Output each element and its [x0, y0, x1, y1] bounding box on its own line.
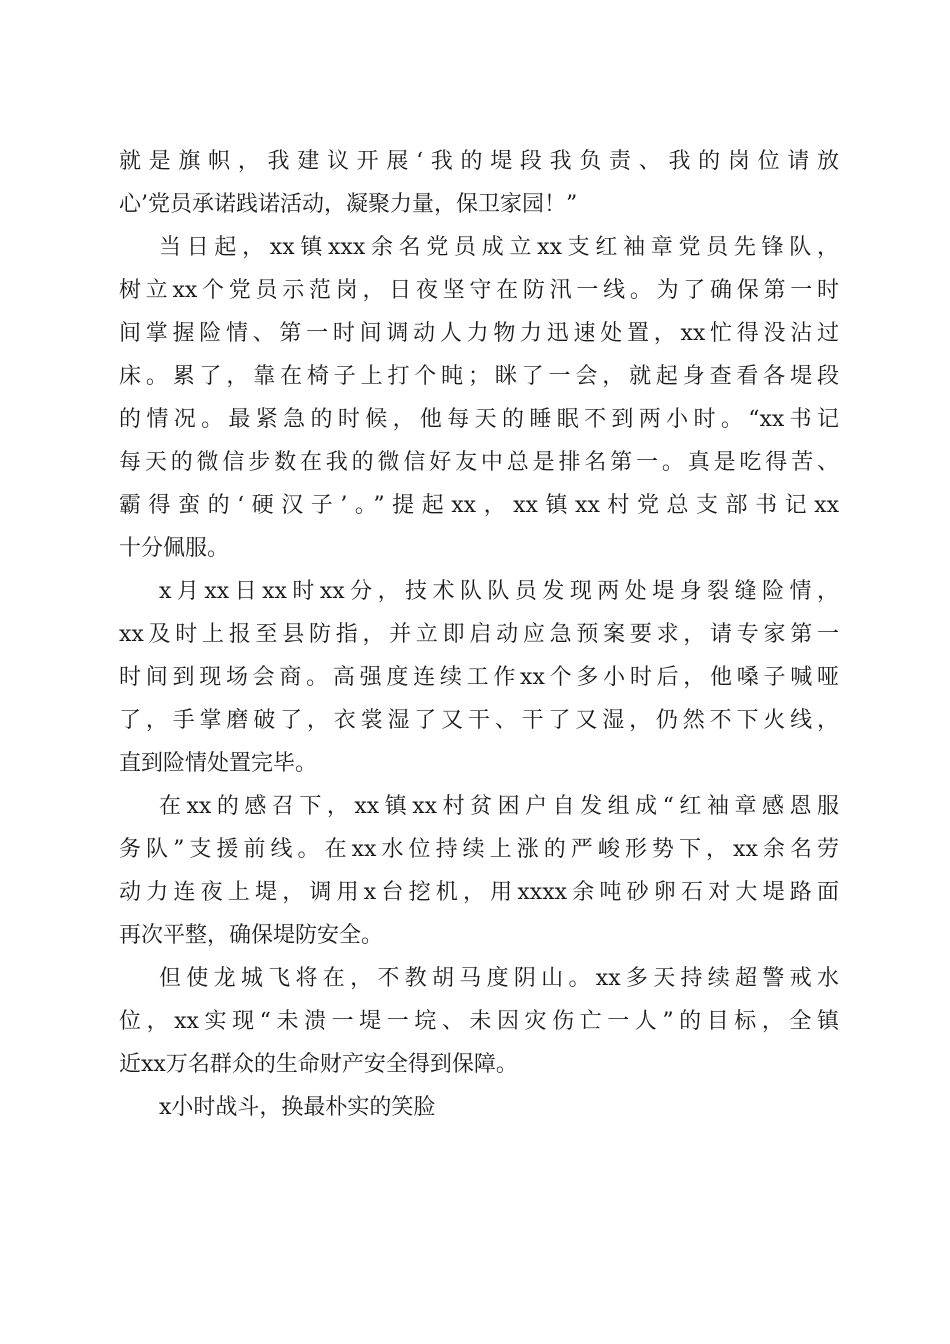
text-line: 树立xx个党员示范岗，日夜坚守在防汛一线。为了确保第一时	[119, 278, 839, 303]
text-line: 近xx万名群众的生命财产安全得到保障。	[119, 1052, 518, 1077]
text-line: 务队”支援前线。在xx水位持续上涨的严峻形势下，xx余名劳	[119, 837, 839, 862]
text-line: 时间到现场会商。高强度连续工作xx个多小时后，他嗓子喊哑	[119, 665, 839, 690]
text-line: 位，xx实现“未溃一堤一垸、未因灾伤亡一人”的目标，全镇	[119, 1009, 839, 1034]
text-line: xx及时上报至县防指，并立即启动应急预案要求，请专家第一	[119, 622, 839, 647]
text-line: 了，手掌磨破了，衣裳湿了又干、干了又湿，仍然不下火线，	[119, 708, 839, 733]
paragraph-start-line: 当日起，xx镇xxx余名党员成立xx支红袖章党员先锋队，	[159, 235, 839, 260]
paragraph-start-line: 但使龙城飞将在，不教胡马度阴山。xx多天持续超警戒水	[159, 966, 839, 991]
text-line: 就是旗帜，我建议开展‘我的堤段我负责、我的岗位请放	[119, 149, 839, 174]
text-line: 十分佩服。	[119, 536, 230, 561]
text-line: 再次平整，确保堤防安全。	[119, 923, 384, 948]
section-heading: x小时战斗，换最朴实的笑脸	[159, 1095, 436, 1120]
text-line: 床。累了，靠在椅子上打个盹；眯了一会，就起身查看各堤段	[119, 364, 839, 389]
paragraph-start-line: 在xx的感召下，xx镇xx村贫困户自发组成“红袖章感恩服	[159, 794, 839, 819]
text-line: 心’党员承诺践诺活动，凝聚力量，保卫家园！”	[119, 192, 578, 217]
text-line: 动力连夜上堤，调用x台挖机，用xxxx余吨砂卵石对大堤路面	[119, 880, 839, 905]
text-line: 每天的微信步数在我的微信好友中总是排名第一。真是吃得苦、	[119, 450, 839, 475]
article-body	[119, 140, 839, 1129]
text-line: 霸得蛮的‘硬汉子’。”提起xx，xx镇xx村党总支部书记xx	[119, 493, 839, 518]
text-line: 直到险情处置完毕。	[119, 751, 318, 776]
text-line: 的情况。最紧急的时候，他每天的睡眠不到两小时。“xx书记	[119, 407, 839, 432]
paragraph-start-line: x月xx日xx时xx分，技术队队员发现两处堤身裂缝险情，	[159, 579, 839, 604]
text-line: 间掌握险情、第一时间调动人力物力迅速处置，xx忙得没沾过	[119, 321, 839, 346]
